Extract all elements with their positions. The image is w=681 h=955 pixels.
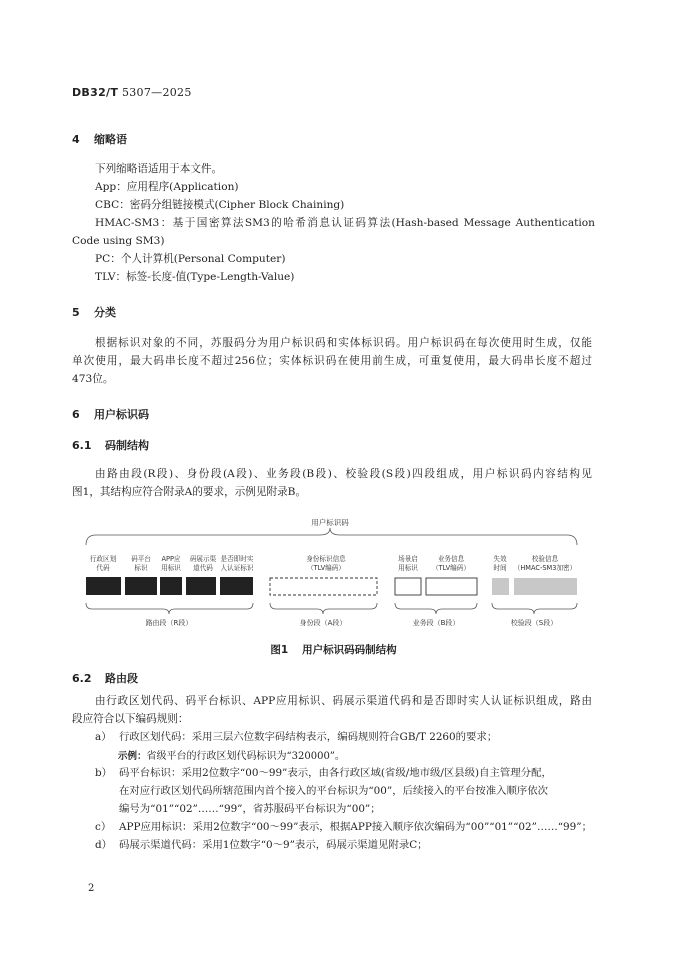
label-admin-code-2: 代码 xyxy=(96,564,110,572)
brace-s xyxy=(492,603,577,614)
section-4-intro: 下列缩略语适用于本文件。 xyxy=(95,163,223,175)
section-6-1-line-1: 由路由段(R段)、身份段(A段)、业务段(B段)、校验段(S段)四段组成，用户标识码内容结构见 xyxy=(95,468,592,480)
box-identity xyxy=(270,578,377,595)
section-6-1-heading: 6.1 码制结构 xyxy=(72,439,149,452)
segment-a-label: 身份段（A段） xyxy=(299,619,347,627)
abbr-hmac-cont: Code using SM3) xyxy=(72,235,165,247)
list-item-b: b） 码平台标识：采用2位数字“00～99”表示，由各行政区域(省级/地市级/区县级)自主管理分配， 在对应行政区划代码所辖范围内首个接入的平台标识为“00”，后续接入的平台按准入顺序依次 编号为“01”“02”……“99”，省苏服码平台标识为“00”； xyxy=(95,767,552,815)
box-realname xyxy=(220,577,253,595)
label-channel-1: 码展示渠 xyxy=(189,555,217,563)
segment-s-label: 校验段（S段） xyxy=(510,619,558,627)
brace-r xyxy=(86,603,253,614)
label-admin-code-1: 行政区划 xyxy=(89,555,117,563)
label-realname-1: 是否即时实 xyxy=(220,555,254,563)
label-scene-2: 用标识 xyxy=(398,564,418,572)
label-scene-1: 场景启 xyxy=(398,555,418,563)
section-6-heading: 6 用户标识码 xyxy=(72,408,149,421)
box-check xyxy=(514,578,577,595)
top-brace xyxy=(86,528,577,545)
section-4-heading: 4 缩略语 xyxy=(72,133,127,146)
box-channel xyxy=(186,577,216,595)
section-6-1-line-2: 图1，其结构应符合附录A的要求，示例见附录B。 xyxy=(72,486,307,498)
label-identity-1: 身份标识信息 xyxy=(306,555,346,563)
label-platform-2: 标识 xyxy=(134,564,148,572)
section-6-2-intro-2: 段应符合以下编码规则： xyxy=(72,713,189,725)
user-code-structure-figure xyxy=(0,505,681,640)
list-item-d: d） 码展示渠道代码：采用1位数字“0～9”表示，码展示渠道见附录C； xyxy=(95,839,428,851)
list-item-c: c） APP应用标识：采用2位数字“00～99”表示，根据APP接入顺序依次编码为“00”“01”“02”……“99”； xyxy=(95,821,592,833)
section-5-heading: 5 分类 xyxy=(72,306,116,319)
label-check-1: 校验信息 xyxy=(531,555,559,563)
label-app-2: 用标识 xyxy=(161,564,181,572)
figure-caption-number: 图1 xyxy=(270,644,289,656)
box-app xyxy=(160,577,182,595)
label-realname-2: 人认证标识 xyxy=(220,564,254,572)
label-expiry-1: 失效 xyxy=(493,555,507,563)
list-item-a: a） 行政区划代码：采用三层六位数字码结构表示，编码规则符合GB/T 2260的要求； xyxy=(95,731,498,743)
standard-header xyxy=(72,86,192,99)
label-business-1: 业务信息 xyxy=(437,555,465,563)
figure-caption-title: 用户标识码码制结构 xyxy=(302,644,397,656)
abbr-app: App：应用程序(Application) xyxy=(95,181,239,193)
section-5-line-3: 473位。 xyxy=(72,373,114,385)
section-5-line-1: 根据标识对象的不同，苏服码分为用户标识码和实体标识码。用户标识码在每次使用时生成，仅能 xyxy=(95,337,592,349)
segment-b-label: 业务段（B段） xyxy=(412,619,460,627)
section-5-line-2: 单次使用，最大码串长度不超过256位；实体标识码在使用前生成，可重复使用，最大码串长度不超过 xyxy=(72,355,592,367)
example-note: 示例：省级平台的行政区划代码标识为“320000”。 xyxy=(118,751,345,762)
segment-r-label: 路由段（R段） xyxy=(145,619,193,627)
brace-b xyxy=(395,603,477,614)
abbr-cbc: CBC：密码分组链接模式(Cipher Block Chaining) xyxy=(95,199,345,211)
box-scene xyxy=(395,578,421,595)
section-6-2-heading: 6.2 路由段 xyxy=(72,672,138,685)
standard-number: 5307—2025 xyxy=(121,86,192,99)
label-app-1: APP应 xyxy=(161,555,181,563)
box-business xyxy=(426,578,477,595)
label-channel-2: 道代码 xyxy=(193,564,213,572)
abbr-tlv: TLV：标签-长度-值(Type-Length-Value) xyxy=(95,271,295,283)
page-number: 2 xyxy=(88,883,95,894)
label-identity-2: （TLV编码） xyxy=(307,564,345,572)
figure-caption xyxy=(0,642,681,657)
label-business-2: （TLV编码） xyxy=(432,564,470,572)
label-check-2: （HMAC-SM3加密） xyxy=(513,564,577,572)
box-platform xyxy=(125,577,157,595)
abbr-hmac: HMAC-SM3：基于国密算法SM3的哈希消息认证码算法(Hash-based Message Authentication xyxy=(95,217,595,229)
label-platform-1: 码平台 xyxy=(131,555,151,563)
section-6-2-intro-1: 由行政区划代码、码平台标识、APP应用标识、码展示渠道代码和是否即时实人认证标识组成，路由 xyxy=(95,695,592,707)
box-admin-code xyxy=(86,577,121,595)
abbr-pc: PC：个人计算机(Personal Computer) xyxy=(95,253,286,265)
figure-top-label: 用户标识码 xyxy=(311,518,349,527)
label-expiry-2: 时间 xyxy=(493,564,507,572)
standard-code: DB32/T xyxy=(72,86,119,99)
box-expiry xyxy=(492,578,509,595)
brace-a xyxy=(270,603,377,614)
